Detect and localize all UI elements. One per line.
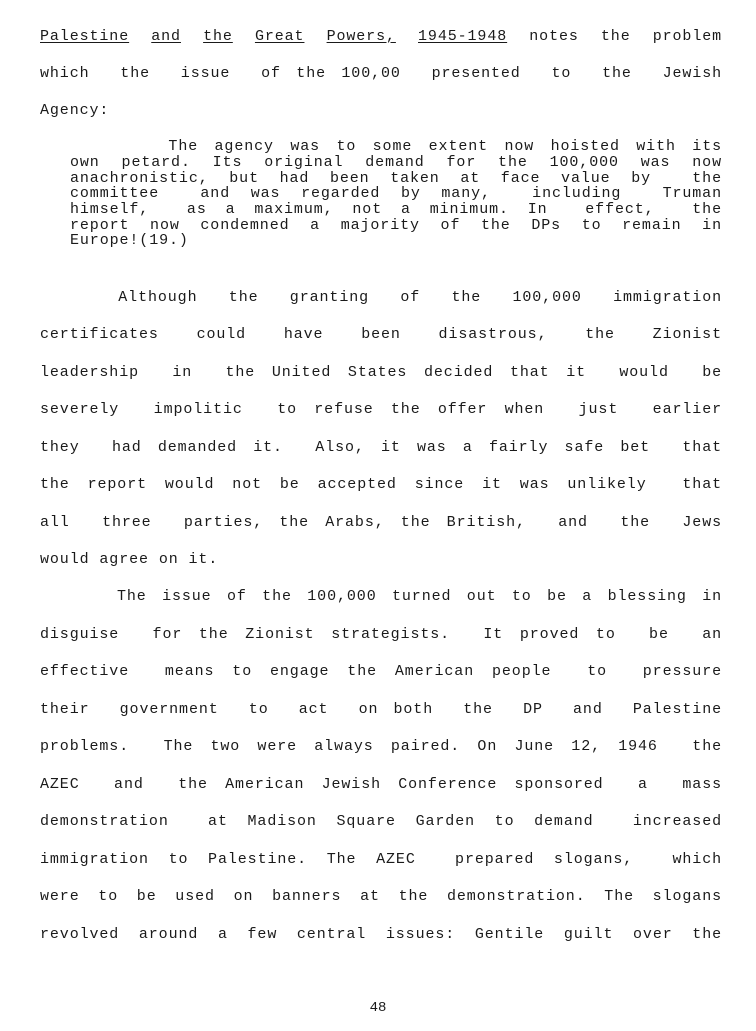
paragraph-3-line: immigration to Palestine. The AZEC prepared slogans, which (40, 851, 722, 868)
title-word: 1945-1948 (418, 28, 508, 45)
paragraph-1-line: which the issue of the 100,00 presented to the Jewish (40, 65, 722, 82)
title-word: Great (254, 28, 305, 45)
quote-line: himself, as a maximum, not a minimum. In effect, the (70, 201, 722, 218)
paragraph-2-line: would agree on it. (40, 551, 219, 568)
title-word: the (203, 28, 233, 45)
quote-line: report now condemned a majority of the DPs to remain in (70, 217, 722, 234)
paragraph-3-line: revolved around a few central issues: Gentile guilt over the (40, 926, 722, 943)
quote-line: Europe!(19.) (70, 232, 189, 249)
quote-line: committee and was regarded by many, including Truman (70, 185, 722, 202)
book-title (40, 28, 507, 45)
page-number: 48 (369, 1000, 387, 1016)
paragraph-3-line: problems. The two were always paired. On June 12, 1946 the (40, 738, 722, 755)
paragraph-2-line: certificates could have been disastrous, the Zionist (40, 326, 722, 343)
text: notes the problem (529, 28, 723, 45)
paragraph-1-line: Agency: (40, 102, 110, 119)
paragraph-1-line-1 (40, 28, 722, 46)
quote-line: The agency was to some extent now hoisted with its (70, 138, 722, 155)
paragraph-3-line: AZEC and the American Jewish Conference sponsored a mass (40, 776, 722, 793)
paragraph-2-line: severely impolitic to refuse the offer when just earlier (40, 401, 722, 418)
quote-line: own petard. Its original demand for the 100,000 was now (70, 154, 722, 171)
paragraph-3-line: effective means to engage the American people to pressure (40, 663, 722, 680)
paragraph-3-line: disguise for the Zionist strategists. It proved to be an (40, 626, 722, 643)
paragraph-3-line: demonstration at Madison Square Garden to demand increased (40, 813, 722, 830)
title-word: Powers, (326, 28, 396, 45)
paragraph-2-line: Although the granting of the 100,000 immigration (40, 289, 722, 306)
quote-line: anachronistic, but had been taken at face value by the (70, 170, 722, 187)
paragraph-2-line: they had demanded it. Also, it was a fairly safe bet that (40, 439, 722, 456)
paragraph-3-line: The issue of the 100,000 turned out to be a blessing in (40, 588, 722, 605)
title-word: and (151, 28, 181, 45)
paragraph-2-line: leadership in the United States decided that it would be (40, 364, 722, 381)
paragraph-3-line: their government to act on both the DP and Palestine (40, 701, 722, 718)
paragraph-2-line: the report would not be accepted since it was unlikely that (40, 476, 722, 493)
paragraph-2-line: all three parties, the Arabs, the British, and the Jews (40, 514, 722, 531)
title-word: Palestine (40, 28, 130, 45)
paragraph-3-line: were to be used on banners at the demonstration. The slogans (40, 888, 722, 905)
